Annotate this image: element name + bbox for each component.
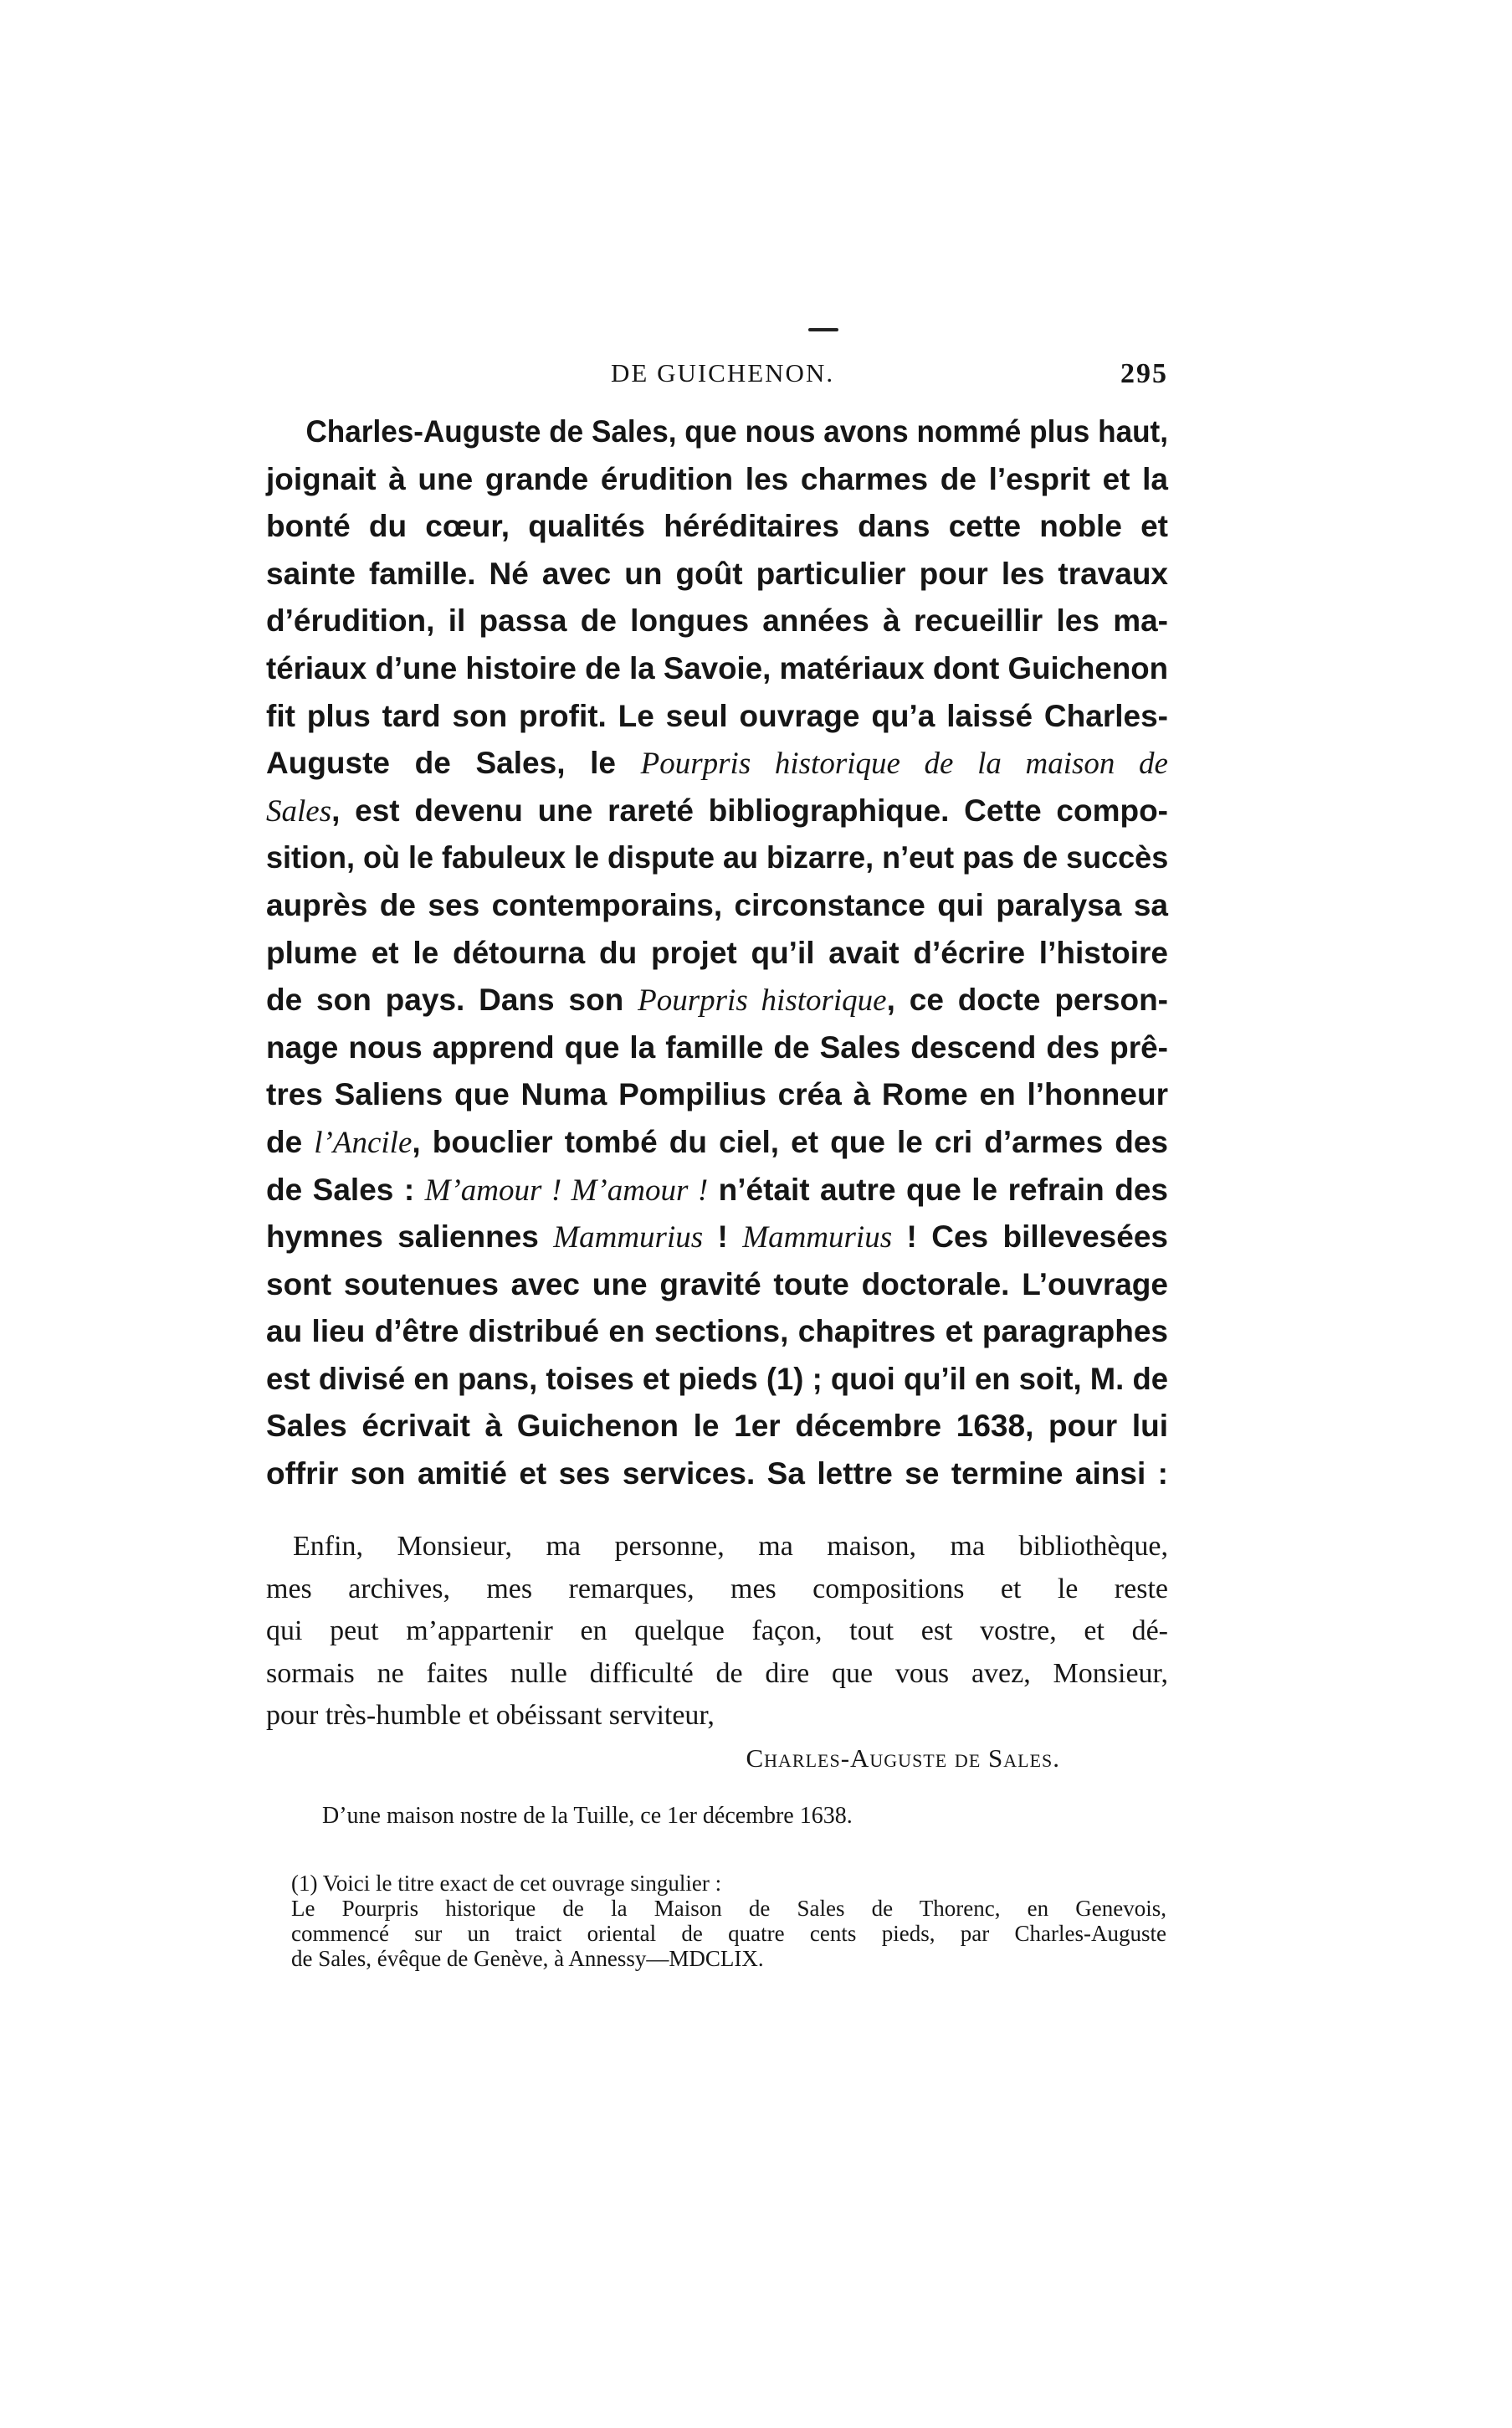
text-line [266, 693, 1168, 741]
text-line [266, 408, 1168, 456]
text-run: plume et le détourna du projet qu’il avait d’écrire l’histoire [266, 935, 1168, 970]
text-run: tériaux d’une histoire de la Savoie, matériaux dont Guichenon [266, 650, 1168, 685]
text-run: de Sales : [266, 1172, 425, 1207]
quoted-letter [266, 1526, 1168, 1738]
page-header [266, 358, 1168, 400]
text-run: Auguste de Sales, le [266, 746, 641, 781]
printer-mark [808, 328, 838, 331]
italic-text: M’amour ! M’amour ! [424, 1173, 709, 1208]
text-run: tres Saliens que Numa Pompilius créa à Rome en l’honneur [266, 1077, 1168, 1112]
text-run: nage nous apprend que la famille de Sales descend des prê- [266, 1029, 1168, 1065]
text-run: , ce docte person- [886, 983, 1169, 1018]
text-run: hymnes saliennes [266, 1219, 554, 1255]
text-run: Sales écrivait à Guichenon le 1er décembre 1638, pour lui [266, 1409, 1168, 1444]
letter-line: sormais ne faites nulle difficulté de dire que vous avez, Monsieur, [266, 1657, 1168, 1689]
text-line [266, 1356, 1168, 1404]
text-line [266, 456, 1168, 504]
text-line [266, 1024, 1168, 1072]
text-line [266, 503, 1168, 551]
text-run: sainte famille. Né avec un goût particulier pour les travaux [266, 556, 1168, 591]
letter-line: Enfin, Monsieur, ma personne, ma maison, ma bibliothèque, [293, 1531, 1168, 1562]
italic-text: Sales [266, 793, 332, 829]
text-run: de [266, 1124, 315, 1159]
text-run: ! [703, 1219, 743, 1255]
italic-text: Pourpris historique [638, 983, 887, 1019]
text-line [266, 1261, 1168, 1309]
text-line [266, 551, 1168, 598]
text-run: au lieu d’être distribué en sections, chapitres et paragraphes [266, 1314, 1168, 1349]
letter-line: mes archives, mes remarques, mes compositions et le reste [266, 1573, 1168, 1604]
text-line [266, 1119, 1168, 1167]
text-run: joignait à une grande érudition les charmes de l’esprit et la [266, 461, 1168, 496]
footnote-line: commencé sur un traict oriental de quatre cents pieds, par Charles-Auguste [291, 1921, 1166, 1946]
text-line [266, 1214, 1168, 1261]
running-title: DE GUICHENON. [611, 358, 835, 388]
text-run: de son pays. Dans son [266, 983, 638, 1018]
text-line [266, 1167, 1168, 1214]
letter-signature: Charles-Auguste de Sales. [746, 1743, 1060, 1773]
text-run: bonté du cœur, qualités héréditaires dans cette noble et [266, 509, 1168, 544]
footnote-line: (1) Voici le titre exact de cet ouvrage singulier : [291, 1871, 722, 1896]
text-run: est divisé en pans, toises et pieds (1) ; quoi qu’il en soit, M. de [266, 1361, 1168, 1396]
text-run: auprès de ses contemporains, circonstance qui paralysa sa [266, 887, 1168, 922]
letter-dateline: D’une maison nostre de la Tuille, ce 1er décembre 1638. [322, 1803, 853, 1829]
text-line [266, 1071, 1168, 1119]
footnote-line: de Sales, évêque de Genève, à Annessy—MDCLIX. [291, 1946, 764, 1971]
text-line [266, 834, 1168, 882]
footnote [291, 1871, 1166, 1971]
text-run: sont soutenues avec une gravité toute doctorale. L’ouvrage [266, 1266, 1168, 1301]
text-line [266, 645, 1168, 693]
text-line [266, 740, 1168, 788]
text-run: fit plus tard son profit. Le seul ouvrage qu’a laissé Charles- [266, 698, 1168, 733]
italic-text: l’Ancile [314, 1125, 413, 1160]
text-line [266, 977, 1168, 1024]
text-line [266, 598, 1168, 645]
body-paragraph [266, 408, 1168, 1498]
text-line [266, 1450, 1168, 1498]
italic-text: Pourpris historique de la maison de [640, 747, 1168, 782]
page-number: 295 [1120, 358, 1168, 389]
text-run: , bouclier tombé du ciel, et que le cri d’armes des [412, 1124, 1168, 1159]
text-run: n’était autre que le refrain des [708, 1172, 1168, 1207]
text-run: ! Ces billevesées [892, 1219, 1168, 1255]
italic-text: Mammurius [553, 1220, 704, 1255]
letter-line: pour très-humble et obéissant serviteur, [266, 1700, 715, 1732]
letter-line: qui peut m’appartenir en quelque façon, tout est vostre, et dé- [266, 1615, 1168, 1647]
text-line [266, 1308, 1168, 1356]
text-line [266, 1403, 1168, 1450]
text-line [266, 788, 1168, 835]
text-line [266, 930, 1168, 978]
text-run: sition, où le fabuleux le dispute au bizarre, n’eut pas de succès [266, 840, 1169, 875]
text-run: offrir son amitié et ses services. Sa lettre se termine ainsi : [266, 1456, 1168, 1491]
italic-text: Mammurius [742, 1220, 893, 1255]
text-run: , est devenu une rareté bibliographique. Cette compo- [331, 793, 1168, 828]
text-run: Charles-Auguste de Sales, que nous avons nommé plus haut, [305, 414, 1169, 449]
text-run: d’érudition, il passa de longues années à recueillir les ma- [266, 603, 1168, 639]
footnote-line: Le Pourpris historique de la Maison de Sales de Thorenc, en Genevois, [291, 1896, 1166, 1921]
text-line [266, 882, 1168, 930]
